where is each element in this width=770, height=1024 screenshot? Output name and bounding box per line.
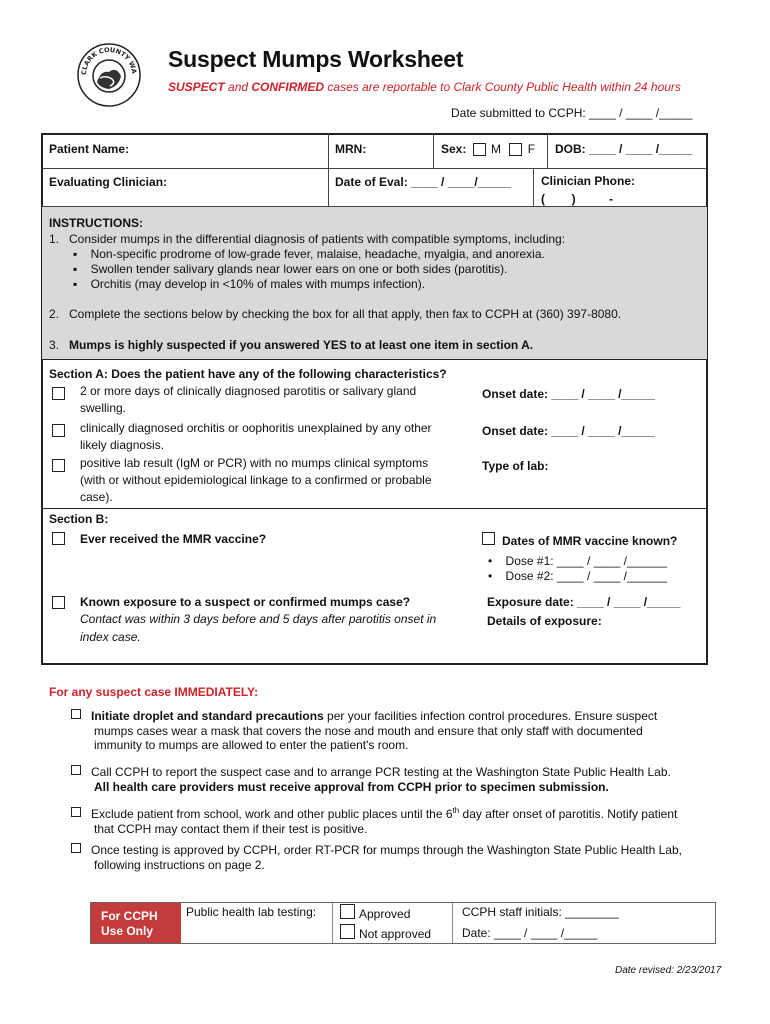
instruction-bullet: ▪ Orchitis (may develop in <10% of males with mumps infection).: [73, 277, 426, 291]
page-title: Suspect Mumps Worksheet: [168, 46, 464, 72]
exposure-question: Known exposure to a suspect or confirmed mumps case?: [80, 595, 411, 609]
section-b-heading: Section B:: [49, 512, 109, 526]
immediate-item-call-ccph: Call CCPH to report the suspect case and to arrange PCR testing at the Washington State Public Health Lab. All health care providers must receive approval from CCPH prior to specimen submission.: [71, 765, 671, 795]
ccph-date-field[interactable]: Date: ____ / ____ /_____: [462, 926, 598, 940]
section-a-heading: Section A: Does the patient have any of the following characteristics?: [49, 367, 447, 381]
mmr-question: Ever received the MMR vaccine?: [80, 532, 267, 546]
instruction-bullet: ▪ Swollen tender salivary glands near lower ears on one or both sides (parotitis).: [73, 262, 508, 276]
instruction-3: 3. Mumps is highly suspected if you answered YES to at least one item in section A.: [49, 338, 534, 352]
patient-name-label: Patient Name:: [49, 142, 130, 156]
section-a-checkbox-parotitis[interactable]: [52, 387, 65, 400]
sex-f-checkbox[interactable]: [509, 143, 522, 156]
instruction-2: 2. Complete the sections below by checking the box for all that apply, then fax to CCPH at (360) 397-8080.: [49, 307, 622, 321]
mmr-dates-known-label: Dates of MMR vaccine known?: [502, 534, 678, 548]
lab-testing-label: Public health lab testing:: [186, 905, 317, 919]
exposure-date-field[interactable]: Exposure date: ____ / ____ /_____: [487, 595, 681, 609]
date-submitted-field[interactable]: Date submitted to CCPH: ____ / ____ /_____: [451, 106, 693, 120]
section-a-checkbox-lab[interactable]: [52, 459, 65, 472]
onset-date-field-1[interactable]: Onset date: ____ / ____ /_____: [482, 387, 655, 401]
type-of-lab-field[interactable]: Type of lab:: [482, 459, 549, 473]
section-a-item-parotitis: 2 or more days of clinically diagnosed parotitis or salivary gland swelling.: [80, 384, 417, 415]
not-approved-label: Not approved: [359, 927, 432, 941]
clinician-phone-label: Clinician Phone:: [541, 174, 636, 188]
call-ccph-checkbox[interactable]: [71, 765, 81, 775]
instructions-heading: INSTRUCTIONS:: [49, 216, 143, 230]
dob-field[interactable]: DOB: ____ / ____ /_____: [555, 142, 693, 156]
sex-field: [441, 142, 535, 156]
evaluating-clinician-label: Evaluating Clinician:: [49, 175, 168, 189]
dose-2-field[interactable]: • Dose #2: ____ / ____ /______: [488, 569, 668, 583]
sex-m-label: M: [491, 142, 502, 156]
not-approved-checkbox[interactable]: [340, 924, 355, 939]
instruction-1: 1. Consider mumps in the differential diagnosis of patients with compatible symptoms, including:: [49, 232, 566, 246]
logo-text: CLARK COUNTY WA: [79, 45, 139, 76]
sex-f-label: F: [527, 142, 536, 156]
sex-m-checkbox[interactable]: [473, 143, 486, 156]
dose-1-field[interactable]: • Dose #1: ____ / ____ /______: [488, 554, 668, 568]
clinician-phone-field[interactable]: ( ) -: [541, 192, 613, 206]
mmr-dates-known-checkbox[interactable]: [482, 532, 495, 545]
immediate-item-rt-pcr: Once testing is approved by CCPH, order RT-PCR for mumps through the Washington State Public Health Lab, following instructions on page 2.: [71, 843, 682, 873]
exposure-note: Contact was within 3 days before and 5 days after parotitis onset in index case.: [80, 612, 437, 644]
instruction-bullet: ▪ Non-specific prodrome of low-grade fever, malaise, headache, myalgia, and anorexia.: [73, 247, 545, 261]
precautions-checkbox[interactable]: [71, 709, 81, 719]
section-a-item-lab: positive lab result (IgM or PCR) with no mumps clinical symptoms (with or without epidemiological linkage to a confirmed or probable case).: [80, 456, 432, 504]
immediate-item-exclude: Exclude patient from school, work and other public places until the 6th day after onset of parotitis. Notify patient that CCPH may contact them if their test is positive.: [71, 803, 677, 837]
rt-pcr-checkbox[interactable]: [71, 843, 81, 853]
page-subtitle: SUSPECT and CONFIRMED cases are reportable to Clark County Public Health within 24 hours: [168, 80, 681, 94]
approved-checkbox[interactable]: [340, 904, 355, 919]
ccph-staff-initials-field[interactable]: CCPH staff initials: ________: [462, 905, 619, 919]
approved-label: Approved: [359, 907, 411, 921]
mmr-checkbox[interactable]: [52, 532, 65, 545]
exposure-details-field[interactable]: Details of exposure:: [487, 614, 602, 628]
section-a-checkbox-orchitis[interactable]: [52, 424, 65, 437]
ccph-use-only-label: For CCPH Use Only: [91, 903, 181, 943]
immediate-heading: For any suspect case IMMEDIATELY:: [49, 685, 259, 699]
date-of-eval-field[interactable]: Date of Eval: ____ / ____/_____: [335, 175, 512, 189]
immediate-item-precautions: Initiate droplet and standard precautions per your facilities infection control procedures. Ensure suspect mumps cases wear a mask that covers the nose and mouth and ensure that only staff with documented immunity to mumps are allowed to enter the patient's room.: [71, 709, 657, 753]
onset-date-field-2[interactable]: Onset date: ____ / ____ /_____: [482, 424, 655, 438]
section-a-item-orchitis: clinically diagnosed orchitis or oophoritis unexplained by any other likely diagnosis.: [80, 421, 432, 452]
exposure-checkbox[interactable]: [52, 596, 65, 609]
date-revised: Date revised: 2/23/2017: [615, 965, 722, 976]
mrn-label: MRN:: [335, 142, 367, 156]
sex-label: Sex:: [441, 142, 467, 156]
exclude-checkbox[interactable]: [71, 807, 81, 817]
clark-county-logo: [76, 42, 142, 108]
